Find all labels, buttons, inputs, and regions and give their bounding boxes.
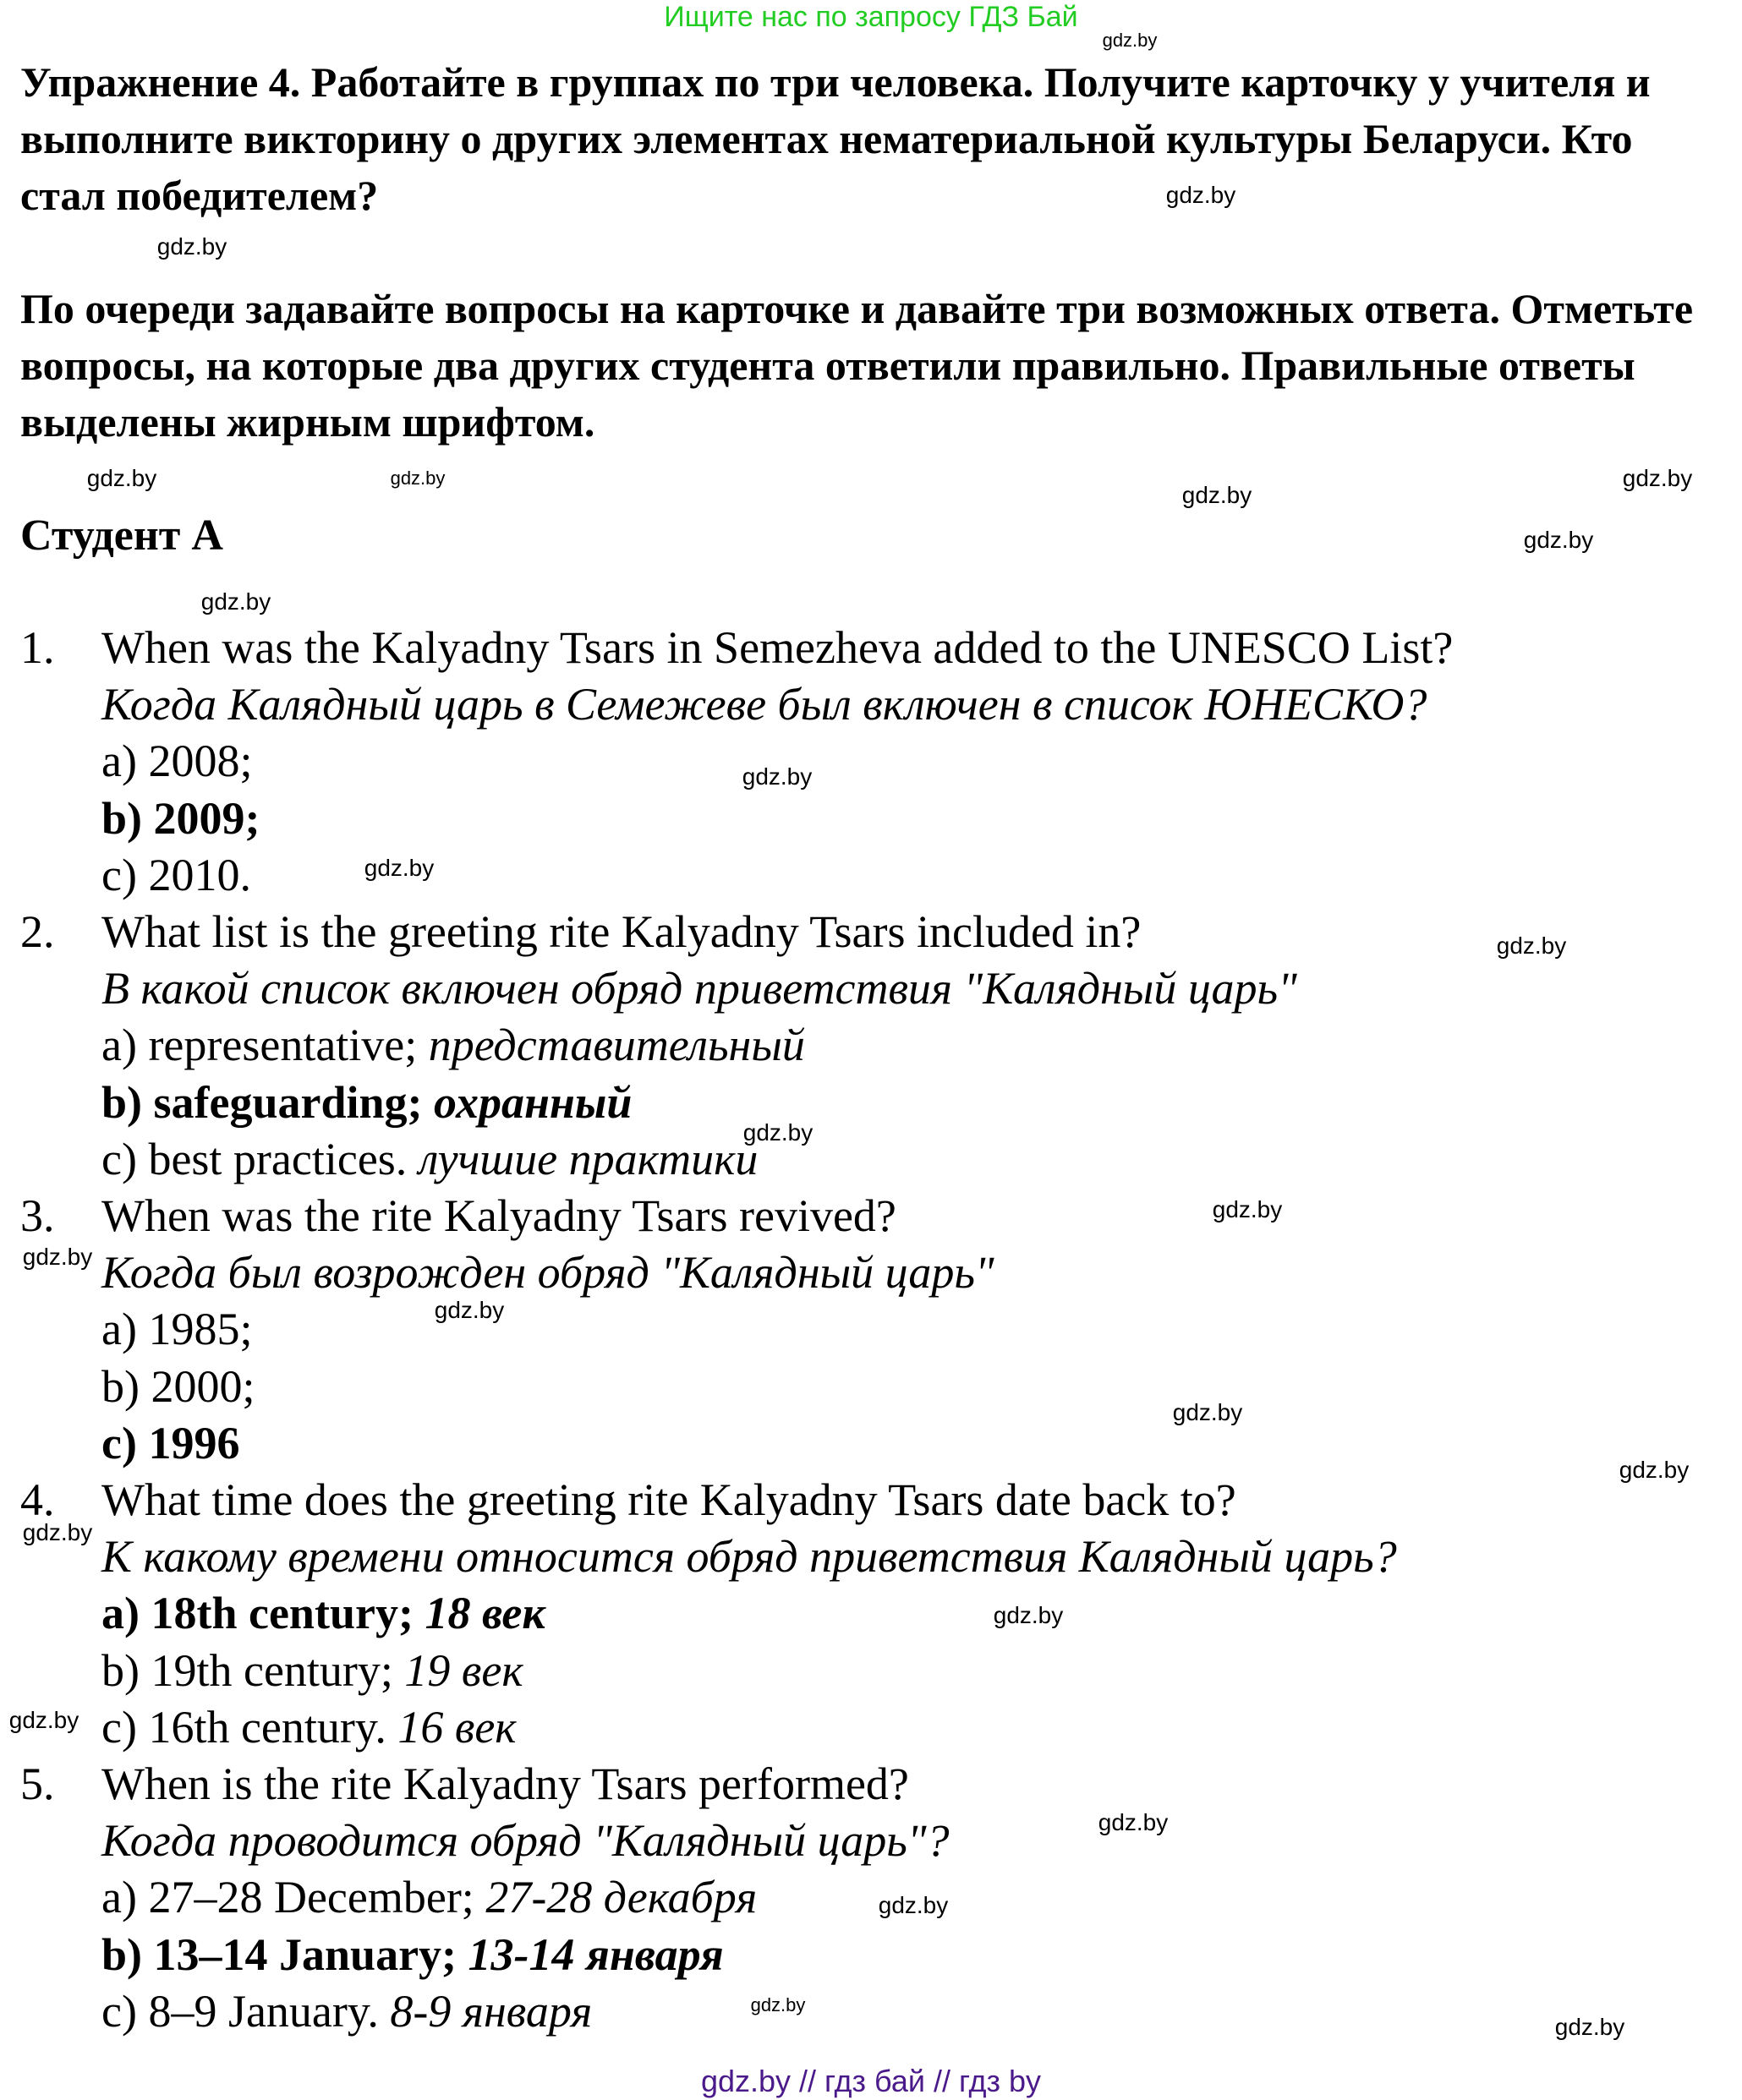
watermark-text: gdz.by: [742, 1119, 813, 1146]
option-translation: лучшие практики: [418, 1133, 759, 1184]
question-text: When was the Kalyadny Tsars in Semezheva added to the UNESCO List?: [101, 622, 1454, 673]
watermark-text: gdz.by: [1172, 1399, 1243, 1425]
watermark-text: gdz.by: [1165, 182, 1236, 208]
question-number: 3.: [20, 1190, 55, 1241]
watermark-text: gdz.by: [1181, 482, 1252, 508]
question-text: When was the rite Kalyadny Tsars revived?: [101, 1190, 896, 1241]
option-text: b) 2009;: [101, 792, 260, 844]
question-translation: В какой список включен обряд приветствия "Калядный царь": [101, 963, 1297, 1014]
watermark-text: gdz.by: [1622, 465, 1693, 491]
question-text: What list is the greeting rite Kalyadny Tsars included in?: [101, 906, 1142, 957]
option-wrap: [101, 1301, 252, 1358]
question-number: 4.: [20, 1474, 55, 1525]
option-text: c) 16th century.: [101, 1701, 386, 1753]
watermark-text: gdz.by: [750, 1994, 806, 2015]
watermark-text: gdz.by: [390, 468, 446, 489]
option-translation: охранный: [434, 1076, 633, 1128]
watermark-text: gdz.by: [22, 1244, 93, 1270]
watermark-text: gdz.by: [878, 1892, 949, 1918]
question-number: 2.: [20, 906, 55, 957]
watermark-text: gdz.by: [1619, 1457, 1690, 1483]
question-translation: Когда был возрожден обряд "Калядный царь": [101, 1247, 994, 1299]
question-number: 1.: [20, 622, 55, 673]
option-wrap: [101, 1017, 805, 1074]
watermark-text: gdz.by: [1523, 527, 1594, 553]
option-text: a) representative;: [101, 1020, 418, 1071]
option-translation: 16 век: [397, 1701, 517, 1753]
watermark-text: gdz.by: [200, 588, 271, 615]
question-number: 5.: [20, 1758, 55, 1809]
option-wrap: [101, 1643, 523, 1699]
option-text: c) best practices.: [101, 1133, 408, 1184]
option-text: a) 18th century;: [101, 1588, 414, 1639]
option-translation: 8-9 января: [390, 1985, 593, 2037]
option-text: a) 2008;: [101, 736, 253, 787]
watermark-text: gdz.by: [22, 1519, 93, 1545]
option-wrap: [101, 733, 252, 790]
student-label: Студент А: [20, 511, 223, 560]
watermark-text: gdz.by: [86, 465, 157, 491]
watermark-text: gdz.by: [1102, 30, 1158, 51]
option-wrap: [101, 790, 260, 847]
watermark-text: gdz.by: [1496, 932, 1567, 959]
option-wrap: [101, 1869, 757, 1926]
watermark-text: gdz.by: [434, 1297, 505, 1323]
option-wrap: [101, 1359, 255, 1415]
watermark-text: gdz.by: [364, 855, 435, 881]
footer-links[interactable]: gdz.by // гдз бай // гдз by: [700, 2064, 1042, 2098]
watermark-text: gdz.by: [1212, 1196, 1283, 1222]
option-text: b) safeguarding;: [101, 1076, 423, 1128]
option-translation: 13-14 января: [468, 1928, 724, 1980]
watermark-text: gdz.by: [1098, 1809, 1169, 1835]
option-wrap: [101, 1131, 758, 1188]
option-wrap: [101, 847, 251, 904]
search-banner[interactable]: Ищите нас по запросу ГДЗ Бай: [664, 1, 1078, 33]
question-translation: Когда проводится обряд "Калядный царь"?: [101, 1815, 950, 1867]
option-translation: 27-28 декабря: [485, 1872, 758, 1923]
option-wrap: [101, 1075, 632, 1131]
watermark-text: gdz.by: [742, 763, 813, 790]
question-text: When is the rite Kalyadny Tsars performed?: [101, 1758, 909, 1809]
option-text: c) 8–9 January.: [101, 1985, 379, 2037]
option-wrap: [101, 1585, 545, 1642]
option-translation: 19 век: [404, 1644, 523, 1696]
question-translation: Когда Калядный царь в Семежеве был включен в список ЮНЕСКО?: [101, 679, 1427, 730]
option-text: b) 13–14 January;: [101, 1928, 457, 1980]
option-text: b) 19th century;: [101, 1644, 393, 1696]
exercise-heading: Упражнение 4. Работайте в группах по три человека. Получите карточку у учителя и выполните викторину о других элементах нематериальной культуры Беларуси. Кто стал победителем?: [20, 58, 1651, 219]
question-translation: К какому времени относится обряд приветствия Калядный царь?: [101, 1531, 1397, 1583]
option-wrap: [101, 1927, 724, 1983]
option-translation: 18 век: [425, 1588, 545, 1639]
question-text: What time does the greeting rite Kalyadny Tsars date back to?: [101, 1474, 1236, 1525]
watermark-text: gdz.by: [156, 233, 227, 260]
option-text: c) 2010.: [101, 849, 251, 900]
exercise-instructions: По очереди задавайте вопросы на карточке и давайте три возможных ответа. Отметьте вопросы, на которые два других студента ответили правильно. Правильные ответы выделены жирным шрифтом.: [20, 285, 1694, 446]
option-text: a) 27–28 December;: [101, 1872, 474, 1923]
option-text: b) 2000;: [101, 1360, 255, 1412]
option-wrap: [101, 1415, 239, 1472]
option-wrap: [101, 1983, 592, 2040]
watermark-text: gdz.by: [993, 1602, 1064, 1628]
option-text: a) 1985;: [101, 1304, 253, 1355]
option-wrap: [101, 1699, 517, 1756]
watermark-text: gdz.by: [8, 1707, 79, 1733]
option-translation: представительный: [428, 1020, 805, 1071]
option-text: c) 1996: [101, 1417, 240, 1468]
watermark-text: gdz.by: [1554, 2014, 1625, 2040]
